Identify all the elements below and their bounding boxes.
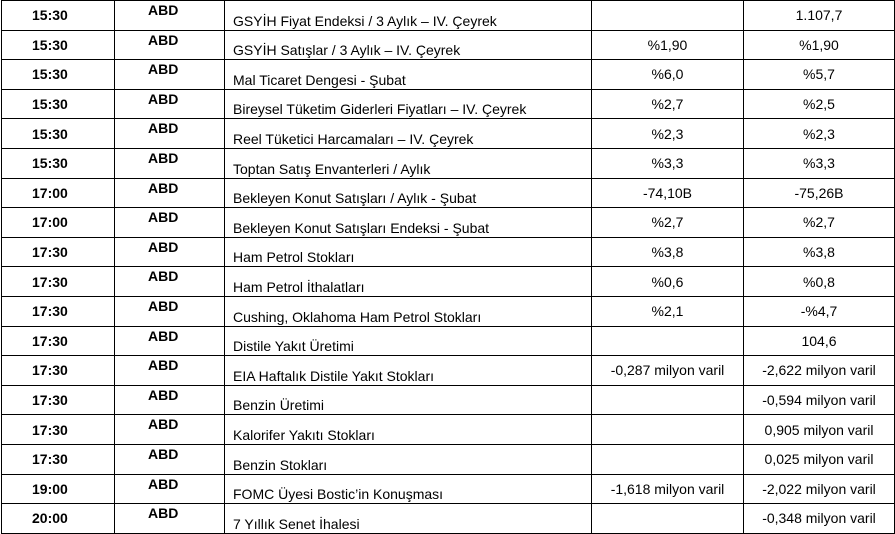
previous-value-cell: %2,1 (592, 296, 744, 326)
country-cell: ABD (115, 326, 225, 356)
previous-value-cell (592, 1, 744, 31)
expected-value-cell: -75,26B (744, 178, 895, 208)
previous-value-cell (592, 415, 744, 445)
previous-value-cell: %2,7 (592, 208, 744, 238)
event-name-cell: Reel Tüketici Harcamaları – IV. Çeyrek (225, 119, 592, 149)
table-row (2, 415, 895, 445)
expected-value-cell: %2,3 (744, 119, 895, 149)
expected-value-cell: -2,022 milyon varil (744, 474, 895, 504)
time-cell: 15:30 (2, 30, 115, 60)
country-cell: ABD (115, 178, 225, 208)
country-cell: ABD (115, 237, 225, 267)
expected-value-cell: -0,594 milyon varil (744, 385, 895, 415)
table-row (2, 385, 895, 415)
table-row (2, 148, 895, 178)
table-row (2, 504, 895, 534)
time-cell: 17:00 (2, 178, 115, 208)
event-name-cell: Cushing, Oklahoma Ham Petrol Stokları (225, 296, 592, 326)
previous-value-cell: %1,90 (592, 30, 744, 60)
table-row (2, 30, 895, 60)
previous-value-cell: %2,7 (592, 89, 744, 119)
previous-value-cell (592, 385, 744, 415)
expected-value-cell: 104,6 (744, 326, 895, 356)
time-cell: 17:00 (2, 208, 115, 238)
table-row (2, 119, 895, 149)
country-cell: ABD (115, 208, 225, 238)
time-cell: 15:30 (2, 89, 115, 119)
expected-value-cell: %3,3 (744, 148, 895, 178)
table-row (2, 60, 895, 90)
table-row (2, 444, 895, 474)
previous-value-cell (592, 444, 744, 474)
previous-value-cell: -74,10B (592, 178, 744, 208)
country-cell: ABD (115, 148, 225, 178)
country-cell: ABD (115, 119, 225, 149)
expected-value-cell: %1,90 (744, 30, 895, 60)
event-name-cell: Benzin Üretimi (225, 385, 592, 415)
previous-value-cell (592, 326, 744, 356)
expected-value-cell: 0,905 milyon varil (744, 415, 895, 445)
expected-value-cell: %5,7 (744, 60, 895, 90)
expected-value-cell: -0,348 milyon varil (744, 504, 895, 534)
previous-value-cell (592, 504, 744, 534)
previous-value-cell: %3,8 (592, 237, 744, 267)
expected-value-cell: 0,025 milyon varil (744, 444, 895, 474)
table-row (2, 208, 895, 238)
country-cell: ABD (115, 474, 225, 504)
table-row (2, 296, 895, 326)
time-cell: 17:30 (2, 356, 115, 386)
event-name-cell: Mal Ticaret Dengesi - Şubat (225, 60, 592, 90)
event-name-cell: Benzin Stokları (225, 444, 592, 474)
event-name-cell: Kalorifer Yakıtı Stokları (225, 415, 592, 445)
country-cell: ABD (115, 415, 225, 445)
time-cell: 19:00 (2, 474, 115, 504)
country-cell: ABD (115, 296, 225, 326)
previous-value-cell: %3,3 (592, 148, 744, 178)
event-name-cell: Bireysel Tüketim Giderleri Fiyatları – IV. Çeyrek (225, 89, 592, 119)
expected-value-cell: %2,7 (744, 208, 895, 238)
economic-calendar-table (1, 0, 895, 534)
event-name-cell: EIA Haftalık Distile Yakıt Stokları (225, 356, 592, 386)
calendar-body (2, 1, 895, 534)
time-cell: 17:30 (2, 296, 115, 326)
event-name-cell: Bekleyen Konut Satışları / Aylık - Şubat (225, 178, 592, 208)
time-cell: 15:30 (2, 1, 115, 31)
table-row (2, 237, 895, 267)
time-cell: 17:30 (2, 385, 115, 415)
previous-value-cell: %6,0 (592, 60, 744, 90)
time-cell: 17:30 (2, 237, 115, 267)
country-cell: ABD (115, 356, 225, 386)
time-cell: 17:30 (2, 444, 115, 474)
table-row (2, 356, 895, 386)
expected-value-cell: %3,8 (744, 237, 895, 267)
country-cell: ABD (115, 385, 225, 415)
time-cell: 15:30 (2, 148, 115, 178)
previous-value-cell: %2,3 (592, 119, 744, 149)
previous-value-cell: -0,287 milyon varil (592, 356, 744, 386)
time-cell: 20:00 (2, 504, 115, 534)
event-name-cell: 7 Yıllık Senet İhalesi (225, 504, 592, 534)
table-row (2, 178, 895, 208)
country-cell: ABD (115, 444, 225, 474)
table-row (2, 267, 895, 297)
country-cell: ABD (115, 30, 225, 60)
country-cell: ABD (115, 267, 225, 297)
event-name-cell: Ham Petrol İthalatları (225, 267, 592, 297)
event-name-cell: Distile Yakıt Üretimi (225, 326, 592, 356)
table-row (2, 326, 895, 356)
expected-value-cell: -%4,7 (744, 296, 895, 326)
table-row (2, 89, 895, 119)
previous-value-cell: -1,618 milyon varil (592, 474, 744, 504)
country-cell: ABD (115, 60, 225, 90)
expected-value-cell: 1.107,7 (744, 1, 895, 31)
time-cell: 17:30 (2, 267, 115, 297)
event-name-cell: Ham Petrol Stokları (225, 237, 592, 267)
table-row (2, 1, 895, 31)
country-cell: ABD (115, 89, 225, 119)
event-name-cell: FOMC Üyesi Bostic’in Konuşması (225, 474, 592, 504)
expected-value-cell: -2,622 milyon varil (744, 356, 895, 386)
event-name-cell: Toptan Satış Envanterleri / Aylık (225, 148, 592, 178)
country-cell: ABD (115, 504, 225, 534)
previous-value-cell: %0,6 (592, 267, 744, 297)
time-cell: 15:30 (2, 60, 115, 90)
table-row (2, 474, 895, 504)
event-name-cell: Bekleyen Konut Satışları Endeksi - Şubat (225, 208, 592, 238)
time-cell: 15:30 (2, 119, 115, 149)
expected-value-cell: %0,8 (744, 267, 895, 297)
expected-value-cell: %2,5 (744, 89, 895, 119)
country-cell: ABD (115, 1, 225, 31)
time-cell: 17:30 (2, 415, 115, 445)
event-name-cell: GSYİH Satışlar / 3 Aylık – IV. Çeyrek (225, 30, 592, 60)
time-cell: 17:30 (2, 326, 115, 356)
event-name-cell: GSYİH Fiyat Endeksi / 3 Aylık – IV. Çeyrek (225, 1, 592, 31)
